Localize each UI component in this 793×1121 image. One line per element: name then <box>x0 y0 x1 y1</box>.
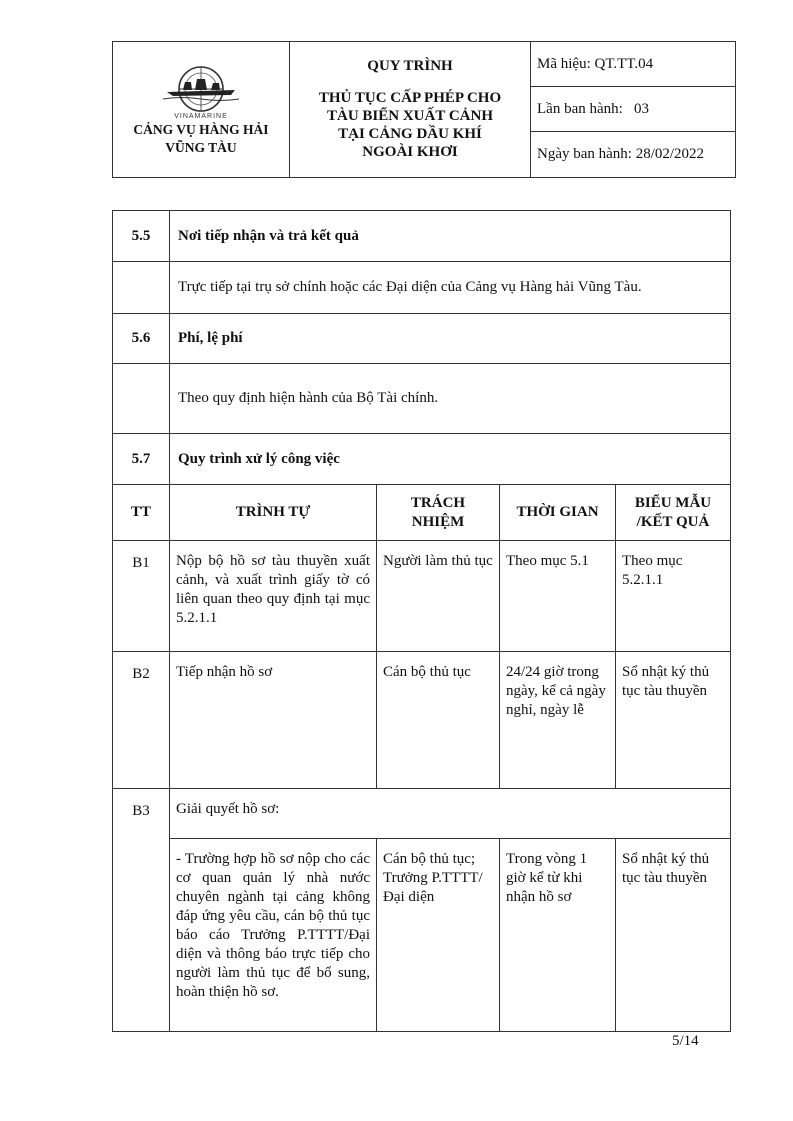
step-form: Sổ nhật ký thủ tục tàu thuyền <box>616 652 731 789</box>
table-row <box>113 652 731 789</box>
step-description: Tiếp nhận hồ sơ <box>170 652 377 789</box>
column-header-thoi-gian: THỜI GIAN <box>500 485 616 541</box>
responsible-line: Cán bộ thủ tục; <box>383 851 476 867</box>
responsible-line: Trưởng P.TTTT/Đại diện <box>383 870 483 905</box>
organization-block <box>113 42 290 178</box>
header-line: BIỂU MẪU <box>634 494 712 511</box>
section-title: Quy trình xử lý công việc <box>170 434 731 485</box>
header-line: TRÁCH <box>410 494 466 511</box>
table-header-row <box>113 485 731 541</box>
vinamarine-logo-icon <box>161 63 241 115</box>
section-content-row <box>113 262 731 314</box>
issue-date: Ngày ban hành: 28/02/2022 <box>531 132 736 178</box>
section-row-5-7 <box>113 434 731 485</box>
step-description: Nộp bộ hồ sơ tàu thuyền xuất cảnh, và xuất trình giấy tờ có liên quan theo quy định tại mục 5.2.1.1 <box>170 541 377 652</box>
header-line: NHIỆM <box>411 513 465 530</box>
section-number: 5.5 <box>113 211 170 262</box>
empty-cell <box>113 364 170 434</box>
section-row-5-5 <box>113 211 731 262</box>
step-number: B3 <box>113 789 170 1032</box>
page-number: 5/14 <box>672 1033 699 1049</box>
document-code: Mã hiệu: QT.TT.04 <box>531 42 736 87</box>
column-header-tt: TT <box>113 485 170 541</box>
document-type: QUY TRÌNH <box>367 58 453 74</box>
step-time: Trong vòng 1 giờ kể từ khi nhận hồ sơ <box>500 839 616 1032</box>
column-header-bieu-mau <box>616 485 731 541</box>
section-text: Theo quy định hiện hành của Bộ Tài chính. <box>170 364 731 434</box>
section-title: Nơi tiếp nhận và trả kết quả <box>170 211 731 262</box>
section-content-row <box>113 364 731 434</box>
organization-name-line2: VŨNG TÀU <box>165 140 237 155</box>
step-form: Sổ nhật ký thủ tục tàu thuyền <box>616 839 731 1032</box>
table-row <box>113 789 731 839</box>
section-text: Trực tiếp tại trụ sở chính hoặc các Đại diện của Cảng vụ Hàng hải Vũng Tàu. <box>170 262 731 314</box>
document-title-line3: TẠI CẢNG DẦU KHÍ <box>338 126 482 142</box>
section-number: 5.7 <box>113 434 170 485</box>
empty-cell <box>113 262 170 314</box>
table-row <box>113 541 731 652</box>
procedure-table <box>112 210 731 1032</box>
table-row <box>113 839 731 1032</box>
step-responsible: Cán bộ thủ tục <box>377 652 500 789</box>
step-responsible <box>377 839 500 1032</box>
step-number: B1 <box>113 541 170 652</box>
step-responsible: Người làm thủ tục <box>377 541 500 652</box>
logo-text: VINAMARINE <box>174 113 228 120</box>
header-line: /KẾT QUẢ <box>636 513 710 530</box>
issue-number: Lần ban hành: 03 <box>531 87 736 132</box>
document-title-line2: TÀU BIỂN XUẤT CẢNH <box>327 108 493 124</box>
document-title-line1: THỦ TỤC CẤP PHÉP CHO <box>318 90 502 106</box>
step-description: - Trường hợp hồ sơ nộp cho các cơ quan quản lý nhà nước chuyên ngành tại cảng không đáp ứng yêu cầu, cán bộ thủ tục báo cáo Trưởng P.TTTT/Đại diện và thông báo trực tiếp cho người làm thủ tục để bổ sung, hoàn thiện hồ sơ. <box>170 839 377 1032</box>
step-form: Theo mục 5.2.1.1 <box>616 541 731 652</box>
document-title-block <box>290 42 531 178</box>
step-time: 24/24 giờ trong ngày, kể cả ngày nghỉ, ngày lễ <box>500 652 616 789</box>
organization-name-line1: CẢNG VỤ HÀNG HẢI <box>133 122 269 137</box>
document-header <box>112 41 736 178</box>
document-title-line4: NGOÀI KHƠI <box>362 144 458 160</box>
step-description: Giải quyết hồ sơ: <box>170 789 731 839</box>
column-header-trinh-tu: TRÌNH TỰ <box>170 485 377 541</box>
step-time: Theo mục 5.1 <box>500 541 616 652</box>
step-number: B2 <box>113 652 170 789</box>
column-header-trach-nhiem <box>377 485 500 541</box>
section-number: 5.6 <box>113 314 170 364</box>
section-title: Phí, lệ phí <box>170 314 731 364</box>
section-row-5-6 <box>113 314 731 364</box>
